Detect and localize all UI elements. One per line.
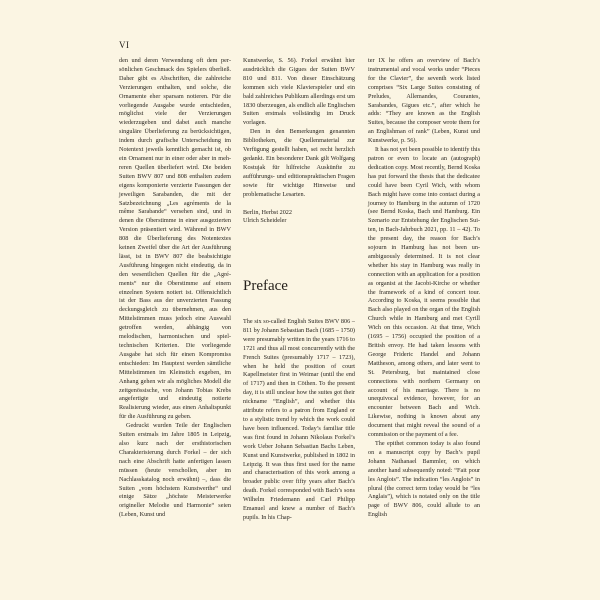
column-left	[119, 57, 231, 520]
paragraph: Gedruckt wurden Teile der Englischen Suiten erstmals im Jahre 1805 in Leipzig, also kurz nach der ersthistorischen Charakterisierung durch Forkel – der sich nach eine Abschrift hatte anfertigen lassen müssen (heute verschollen, aber im Nachlasskatalog noch erwähnt) –, dass die Suiten „vom höchstem Kunstwerthe“ und einige Sätze „höchste Meisterwerke origineller Melodie und Harmonie“ seien (Leben, Kunst und	[119, 422, 231, 519]
paragraph: ter IX he offers an overview of Bach’s instrumental and vocal works under “Pieces for the Clavier”, the seventh work listed comprises “Six Large Suites consisting of Preludes, Allemandes, Courantes, Sarabandes, Gigues etc.”, after which he adds: “They are known as the English Suites, because the composer wrote them for an Englishman of rank” (Leben, Kunst und Kunstwerke, p. 56).	[368, 57, 480, 145]
signature-author: Ulrich Scheideler	[243, 217, 287, 225]
column-middle-top	[243, 57, 355, 226]
paragraph: den und deren Verwendung oft dem persönlichen Geschmack des Spielers überließ. Daher gibt es Abschriften, die zahlreiche Verzierungen enthalten, und solche, die Ornamente eher sparsam notieren. Für die vorliegende Ausgabe wurde entschieden, möglichst viele der Verzierungen wiederzugeben und dabei auch manche singuläre Überlieferung zu berücksichtigen, indem durch grafische Unterscheidung im Notentext jeweils kenntlich gemacht ist, ob ein Ornament nur in einer oder aber in mehreren Quellen überliefert wird. Die beiden Suiten BWV 807 und 808 enthalten zudem eigens komponierte verzierte Fassungen der jeweiligen Sarabanden, die mit der Satzbezeichnung „Les agréments de la même Sarabande“ versehen sind, und in denen die Oberstimme in einer ausgezierten Version präsentiert wird. Während in BWV 808 die Überlieferung des Notentextes keinen Zweifel über die Art der Ausführung lässt, ist in BWV 807 die beabsichtigte Ausführung hingegen nicht eindeutig, da in den wesentlichen Quellen für die „Agréments“ nur die Oberstimme auf einem einzelnen System notiert ist. Offensichtlich ist der Bass aus der unverzierten Fassung deckungsgleich zu übernehmen, aus den Mittelstimmen muss jedoch eine Auswahl getroffen werden, abhängig von melodischen, harmonischen und spieltechnischen Kriterien. Die vorliegende Ausgabe hat sich für einen Kompromiss entschieden: Im Hauptext werden sämtliche Mittelstimmen im Kleinstich exgeben, im Anhang gehen wir als mögliches Modell die zeitgenössische, von Johann Tobias Krebs angefertigte und eindeutig notierte Realisierung wieder, aus einen Anhaltspunkt für die Ausführung zu geben.	[119, 57, 231, 421]
section-heading: Preface	[243, 278, 288, 294]
column-middle-bottom	[243, 318, 355, 523]
page-number: VI	[119, 40, 130, 50]
paragraph: Den in den Bemerkungen genannten Bibliotheken, die Quellenmaterial zur Verfügung gestellt haben, sei recht herzlich gedankt. Ein besonderer Dank gilt Wolfgang Kostujak für hilfreiche Auskünfte zu aufführungs- und editionspraktischen Fragen sowie für wichtige Hinweise und problematische Lesarten.	[243, 128, 355, 198]
paragraph: The epithet common today is also found on a manuscript copy by Bach’s pupil Johann Nathanael Bammler, on which another hand subsequently noted: “Fait pour les Anglois”. The indication “les Anglois” in plural (the correct term today would be “les Anglais”), which is notated only on the title page of BWV 806, could allude to an English	[368, 439, 480, 519]
paragraph: The six so-called English Suites BWV 806 – 811 by Johann Sebastian Bach (1685 – 1750) were presumably written in the years 1716 to 1721 and thus all most concurrently with the French Suites (presumably 1717 – 1723), when he held the position of court Kapellmeister first in Weimar (until the end of 1717) and then in Cöthen. To the present day, it is still unclear how the suites got their nickname “English”, and whether this attribute refers to a patron from England or to a stylistic trend by which the work could have been influenced. Today’s familiar title was first found in Johann Nikolaus Forkel’s work Ueber Johann Sebastian Bachs Leben, Kunst und Kunstwerke, published in 1802 in Leipzig. It was thus first used for the name and characterisation of this work among a broader public over fifty years after Bach’s death. Forkel corresponded with Bach’s sons Wilhelm Friedemann and Carl Philipp Emanuel and knew a number of Bach’s pupils. In his Chap-	[243, 318, 355, 521]
signature-place-date: Berlin, Herbst 2022	[243, 208, 292, 216]
column-right	[368, 57, 480, 520]
paragraph: Kunstwerke, S. 56). Forkel erwähnt hier ausdrücklich die Gigues der Suiten BWV 810 und 811. Von dieser Einschätzung kommen sich viele Klavierspieler und ein bald zahlreiches Publikum allerdings erst um 1830 überzeugen, als endlich alle Englischen Suiten erstmals vollständig im Druck vorlagen.	[243, 57, 355, 127]
paragraph: It has not yet been possible to identify this patron or even to locate an (autograph) dedication copy. Most recently, Bernd Koska has put forward the thesis that the dedicatee could have been Cyril Wich, with whom Bach might have come into contact during a journey to Hamburg in the autumn of 1720 (see Bernd Koska, Bach und Hamburg. Ein Szenario zur Entstehung der Englischen Suiten, in Bach-Jahrbuch 2021, pp. 11 – 42). To the present day, the reason for Bach’s sojourn in Hamburg has not been unambiguously determined. It is not clear whether his stay in Hamburg was really in connection with an application for a position as organist at the Jacobi-Kirche or whether the framework of a kind of concert tour. According to Koska, it seems possible that Bach also played on the organ of the English Church while in Hamburg and met Cyrill Wich on this occasion. At that time, Wich (1695 – 1756) occupied the position of a British envoy. He had taken lessons with George Frideric Handel and Johann Mattheson, among others, and later went to St. Petersburg, but maintained close connections with northern Germany on account of his marriage. There is no unequivocal evidence, however, for an encounter between Bach and Wich. Likewise, nothing is known about any document that might reveal the sound of a commission or the payment of a fee.	[368, 146, 480, 439]
